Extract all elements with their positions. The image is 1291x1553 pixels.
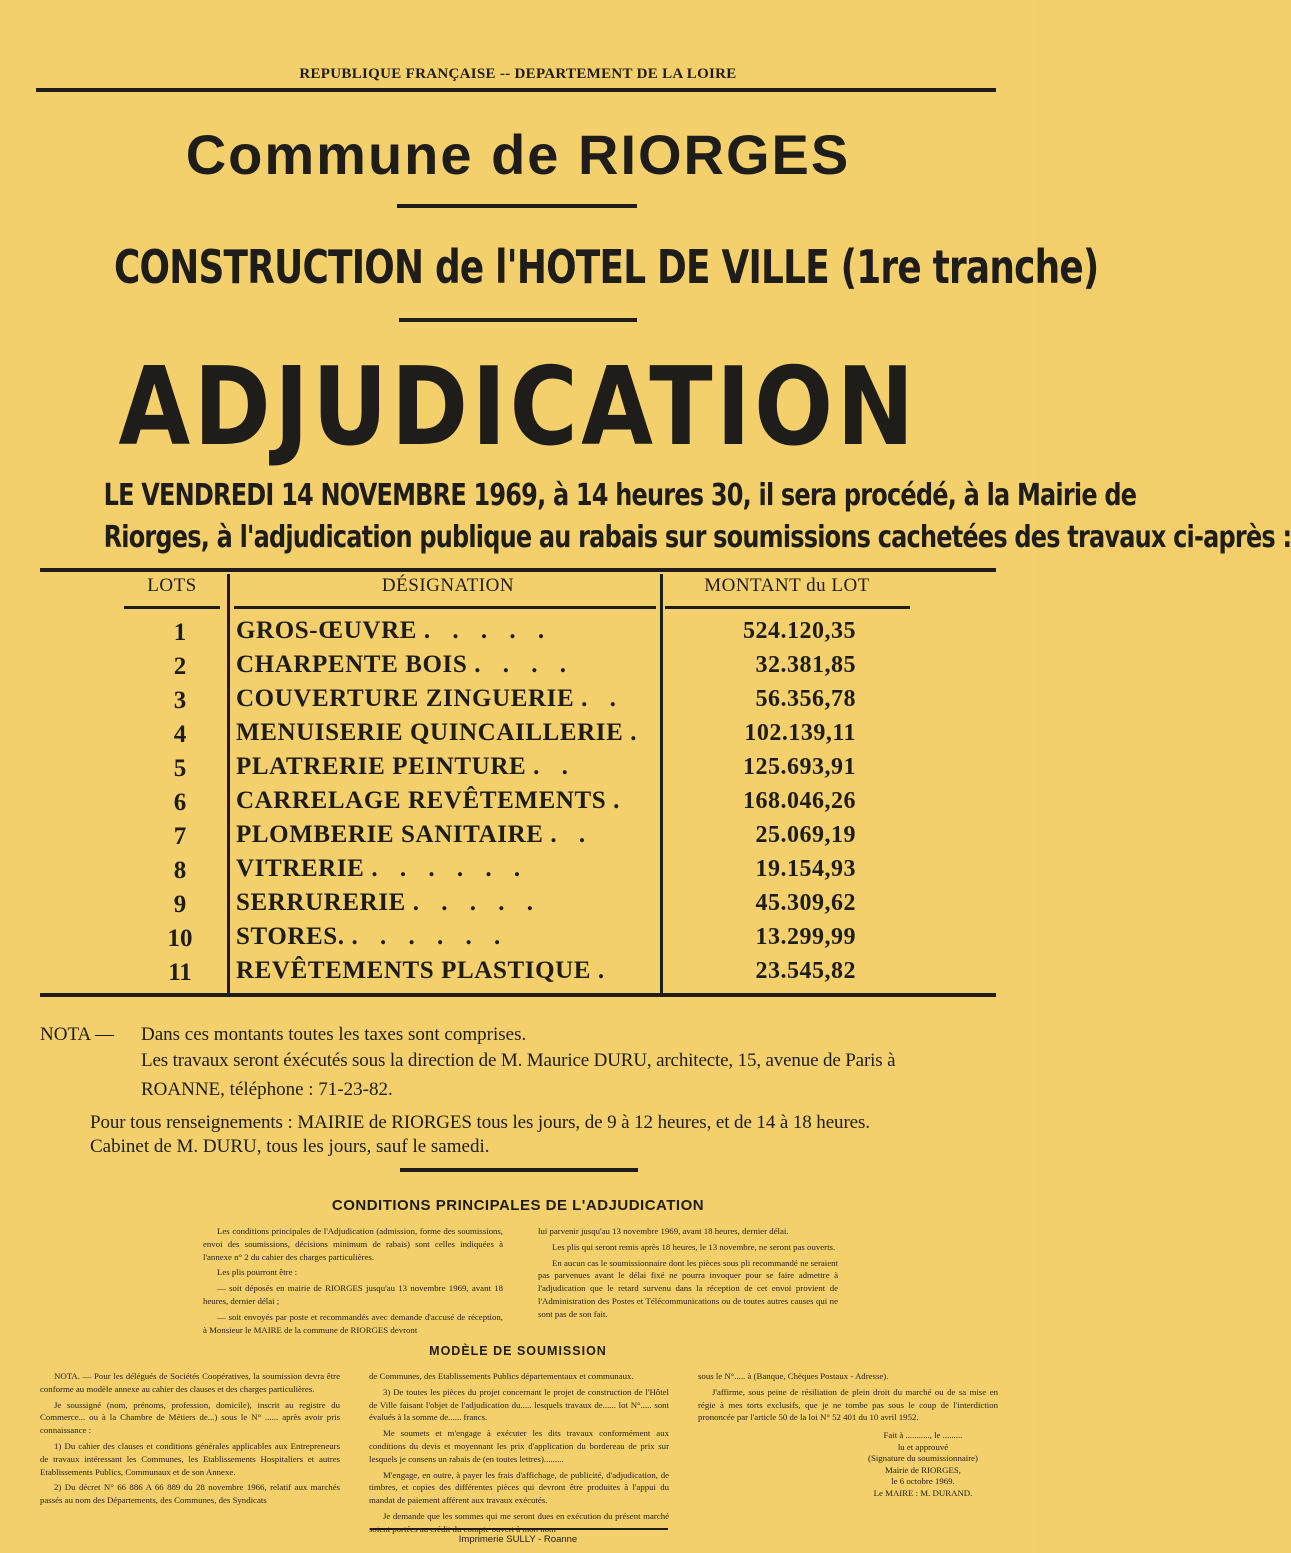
montant-underline <box>665 606 910 609</box>
conditions-title: CONDITIONS PRINCIPALES DE L'ADJUDICATION <box>331 1197 705 1214</box>
lot-number: 7 <box>173 823 187 850</box>
modele-column-1: NOTA. — Pour les délégués de Sociétés Coopératives, la soumission devra être conforme au modèle annexe au cahier des clauses et des charges particulières. Je soussigné (nom, prénoms, profession, domicile), inscrit au registre du Commerce... ou à la Chambre de Métiers de...) sous le N° ...... après avoir pris connaissance : 1) Du cahier des clauses et conditions générales applicables aux Entrepreneurs de travaux intéressant les Communes, les Etablissements Hospitaliers et autres Etablissements Publics, Communaux et de son Annexe. 2) Du décret N° 66 886 A 66 889 du 28 novembre 1966, relatif aux marchés passés au nom des Départements, des Communes, des Syndicats <box>40 1371 340 1506</box>
lot-amount: 25.069,19 <box>755 822 856 848</box>
designation-underline <box>234 606 656 609</box>
lot-name: SERRURERIE . . . . . <box>236 889 542 916</box>
lot-name: CHARPENTE BOIS . . . . <box>236 651 574 678</box>
table-vline-1 <box>227 574 230 994</box>
conditions-left-column: Les conditions principales de l'Adjudication (admission, forme des soumissions, envoi des soumissions, décisions minimum de rabais) sont celles indiquées à l'annexe n° 2 du cahier des charges particulières. Les plis pourront être : — soit déposés en mairie de RIORGES jusqu'au 13 novembre 1969, avant 18 heures, dernier délai ; — soit envoyés par poste et recommandés avec demande d'accusé de réception, à Monsieur le MAIRE de la commune de RIORGES devront <box>203 1226 503 1335</box>
col-header-designation: DÉSIGNATION <box>381 575 515 596</box>
lot-name: VITRERIE . . . . . . <box>236 855 529 882</box>
intro-line-2: Riorges, à l'adjudication publique au rabais sur soumissions cachetées des travaux ci-après : <box>103 520 1291 555</box>
nota-line-5: Cabinet de M. DURU, tous les jours, sauf le samedi. <box>90 1136 490 1157</box>
nota-line-3: ROANNE, téléphone : 71-23-82. <box>141 1079 393 1100</box>
lots-underline <box>124 606 220 609</box>
lot-number: 11 <box>168 959 192 986</box>
nota-line-2: Les travaux seront éxécutés sous la direction de M. Maurice DURU, architecte, 15, avenue de Paris à <box>141 1050 896 1071</box>
lot-amount: 102.139,11 <box>744 720 856 746</box>
nota-line-4: Pour tous renseignements : MAIRIE de RIORGES tous les jours, de 9 à 12 heures, et de 14 à 18 heures. <box>90 1112 870 1133</box>
lot-number: 9 <box>173 891 187 918</box>
divider-2 <box>399 318 637 322</box>
printer-line: Imprimerie SULLY - Roanne <box>458 1534 578 1545</box>
lot-amount: 45.309,62 <box>755 890 856 916</box>
table-bottom-rule <box>40 993 996 997</box>
col-header-lots: LOTS <box>147 575 197 596</box>
lot-amount: 168.046,26 <box>743 788 856 814</box>
lot-name: COUVERTURE ZINGUERIE . . <box>236 685 624 712</box>
signature-block: Fait à ..........., le ......... lu et approuvé (Signature du soumissionnaire) Mairie de RIORGES, le 6 octobre 1969. Le MAIRE : M. DURAND. <box>868 1430 978 1498</box>
modele-column-3: sous le N°..... à (Banque, Chèques Postaux - Adresse). J'affirme, sous peine de résiliation de plein droit du marché ou de sa mise en régie à mes torts exclusifs, que je ne tombe pas sous le coup de l'interdiction prononcée par l'article 50 de la loi N° 52 401 du 10 avril 1952. <box>698 1371 998 1423</box>
lot-name: MENUISERIE QUINCAILLERIE . <box>236 719 645 746</box>
modele-column-2: de Communes, des Etablissements Publics départementaux et communaux. 3) De toutes les pièces du projet concernant le projet de construction de l'Hôtel de Ville faisant l'objet de l'adjudication du..... lesquels travaux de...... lot N°..... sont évalués à la somme de...... francs. Me soumets et m'engage à exécuter les dits travaux conformément aux conditions du devis et moyennant les prix d'application du bordereau de prix sur lesquels je consens un rabais de (en toutes lettres)......... M'engage, en outre, à payer les frais d'affichage, de publicité, d'adjudication, de timbres, et copies des différentes pièces qui devront être produites à l'appui du mandat de paiement afférent aux travaux exécutés. Je demande que les sommes qui me seront dues en exécution du présent marché <box>369 1371 669 1521</box>
table-vline-2 <box>660 574 663 994</box>
commune-title: Commune de RIORGES <box>185 123 851 186</box>
modele-title: MODÈLE DE SOUMISSION <box>429 1344 607 1358</box>
lot-amount: 125.693,91 <box>743 754 856 780</box>
table-top-rule <box>40 568 996 572</box>
lot-amount: 32.381,85 <box>755 652 856 678</box>
lot-amount: 23.545,82 <box>755 958 856 984</box>
lot-name: PLATRERIE PEINTURE . . <box>236 753 576 780</box>
lot-name: GROS-ŒUVRE . . . . . <box>236 617 553 644</box>
divider-3 <box>400 1168 638 1172</box>
lot-number: 3 <box>173 687 187 714</box>
lot-amount: 13.299,99 <box>755 924 856 950</box>
divider-1 <box>397 204 637 208</box>
nota-line-1: Dans ces montants toutes les taxes sont comprises. <box>141 1024 527 1045</box>
lot-number: 1 <box>173 619 187 646</box>
lot-name: CARRELAGE REVÊTEMENTS . <box>236 787 628 814</box>
lot-name: PLOMBERIE SANITAIRE . . <box>236 821 594 848</box>
lot-number: 10 <box>167 925 193 952</box>
lot-number: 6 <box>173 789 187 816</box>
conditions-right-column: lui parvenir jusqu'au 13 novembre 1969, avant 18 heures, dernier délai. Les plis qui seront remis après 18 heures, le 13 novembre, ne seront pas ouverts. En aucun cas le soumissionnaire dont les pièces sous pli recommandé ne seraient pas parvenues avant le délai fixé ne pourra invoquer pour se faire admettre à l'adjudication que le retard survenu dans la réception de cet envoi provient de l'Administration des Postes et Télécommunications ou de toutes autres causes qui ne sont pas de son fait. <box>538 1226 838 1319</box>
nota-label: NOTA — <box>40 1024 114 1045</box>
lot-number: 4 <box>173 721 187 748</box>
lot-number: 8 <box>173 857 187 884</box>
top-line: REPUBLIQUE FRANÇAISE -- DEPARTEMENT DE LA LOIRE <box>299 66 737 82</box>
lot-number: 2 <box>173 653 187 680</box>
top-rule <box>36 88 996 92</box>
footer-rule <box>370 1528 668 1530</box>
lot-amount: 524.120,35 <box>743 618 856 644</box>
main-title: ADJUDICATION <box>118 345 918 470</box>
lot-number: 5 <box>173 755 187 782</box>
intro-line-1: LE VENDREDI 14 NOVEMBRE 1969, à 14 heures 30, il sera procédé, à la Mairie de <box>103 478 1137 513</box>
lot-amount: 56.356,78 <box>755 686 856 712</box>
lot-name: STORES. . . . . . . <box>236 923 509 950</box>
construction-title: CONSTRUCTION de l'HOTEL DE VILLE (1re tranche) <box>113 240 1099 294</box>
col-header-montant: MONTANT du LOT <box>704 575 870 596</box>
lot-amount: 19.154,93 <box>755 856 856 882</box>
lot-name: REVÊTEMENTS PLASTIQUE . <box>236 957 613 984</box>
